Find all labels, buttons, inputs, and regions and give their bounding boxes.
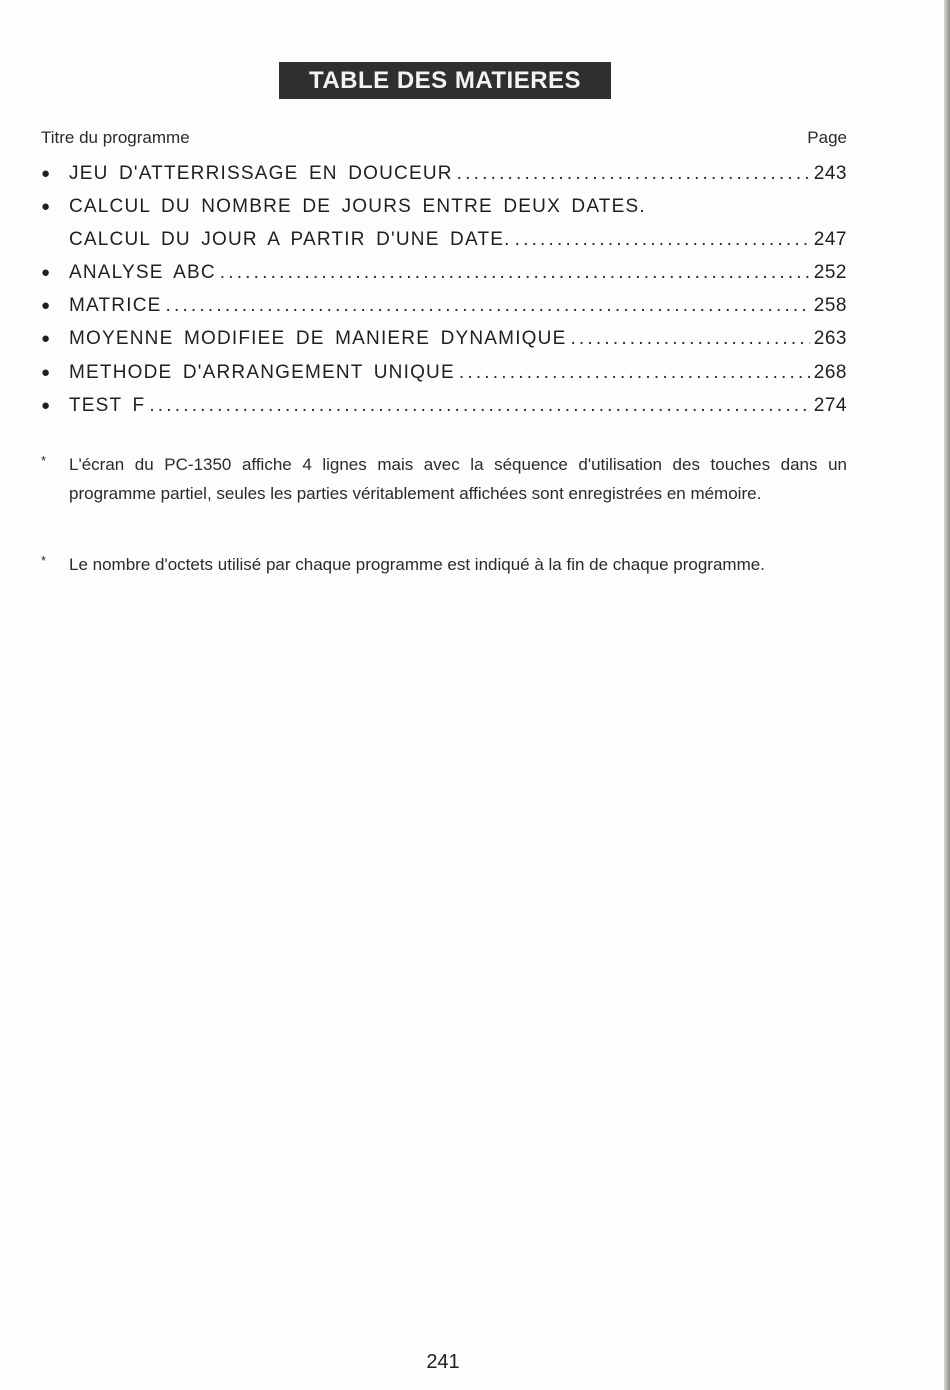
toc-entry-page: 252 (813, 262, 847, 283)
page-number: 241 (426, 1351, 460, 1373)
toc-entry-title: ANALYSE ABC (69, 262, 216, 283)
dot-leader (149, 395, 809, 417)
bullet-icon: ● (41, 264, 52, 281)
footnote-text: L'écran du PC-1350 affiche 4 lignes mais avec la séquence d'utilisation des touches dans un programme partiel, seules les parties véritablement affichées sont enregistrées en mémoire. (69, 455, 847, 503)
toc-entry-page: 247 (813, 229, 847, 250)
toc-entry[interactable] (41, 295, 847, 323)
bullet-icon: ● (41, 330, 52, 347)
toc-entry-page: 268 (813, 362, 847, 383)
toc-entry[interactable] (41, 163, 847, 191)
toc-entry-page: 274 (813, 395, 847, 416)
dot-leader (515, 229, 810, 251)
toc-entry-title: CALCUL DU NOMBRE DE JOURS ENTRE DEUX DATES. (69, 196, 646, 217)
column-header-page: Page (807, 128, 847, 147)
bullet-icon: ● (41, 397, 52, 414)
column-header-title: Titre du programme (41, 128, 190, 147)
dot-leader (570, 328, 809, 350)
dot-leader (220, 262, 810, 284)
toc-entry[interactable] (41, 262, 847, 290)
dot-leader (457, 163, 810, 185)
toc-entry-page: 243 (813, 163, 847, 184)
bullet-icon: ● (41, 198, 52, 215)
page-title: TABLE DES MATIERES (279, 62, 611, 99)
dot-leader (166, 295, 810, 317)
asterisk-marker: * (41, 453, 47, 468)
toc-entry-title: JEU D'ATTERRISSAGE EN DOUCEUR (69, 163, 453, 184)
toc-entry-title: MATRICE (69, 295, 162, 316)
toc-entry[interactable] (41, 196, 847, 224)
toc-entry[interactable] (41, 328, 847, 356)
toc-entry-title: CALCUL DU JOUR A PARTIR D'UNE DATE. (69, 229, 511, 250)
dot-leader (459, 362, 810, 384)
bullet-icon: ● (41, 165, 52, 182)
toc-entry[interactable] (41, 395, 847, 423)
footnote-text: Le nombre d'octets utilisé par chaque programme est indiqué à la fin de chaque programme. (69, 555, 765, 574)
toc-entry-page: 263 (813, 328, 847, 349)
footnote (41, 551, 847, 580)
toc-entry[interactable] (41, 362, 847, 390)
toc-entry-continuation[interactable] (69, 229, 847, 257)
page-edge (944, 0, 950, 1390)
toc-entry-title: TEST F (69, 395, 146, 416)
footnote (41, 451, 847, 508)
toc-entry-title: MOYENNE MODIFIEE DE MANIERE DYNAMIQUE (69, 328, 567, 349)
bullet-icon: ● (41, 364, 52, 381)
asterisk-marker: * (41, 553, 47, 568)
toc-entry-title: METHODE D'ARRANGEMENT UNIQUE (69, 362, 455, 383)
toc-entry-page: 258 (813, 295, 847, 316)
bullet-icon: ● (41, 297, 52, 314)
